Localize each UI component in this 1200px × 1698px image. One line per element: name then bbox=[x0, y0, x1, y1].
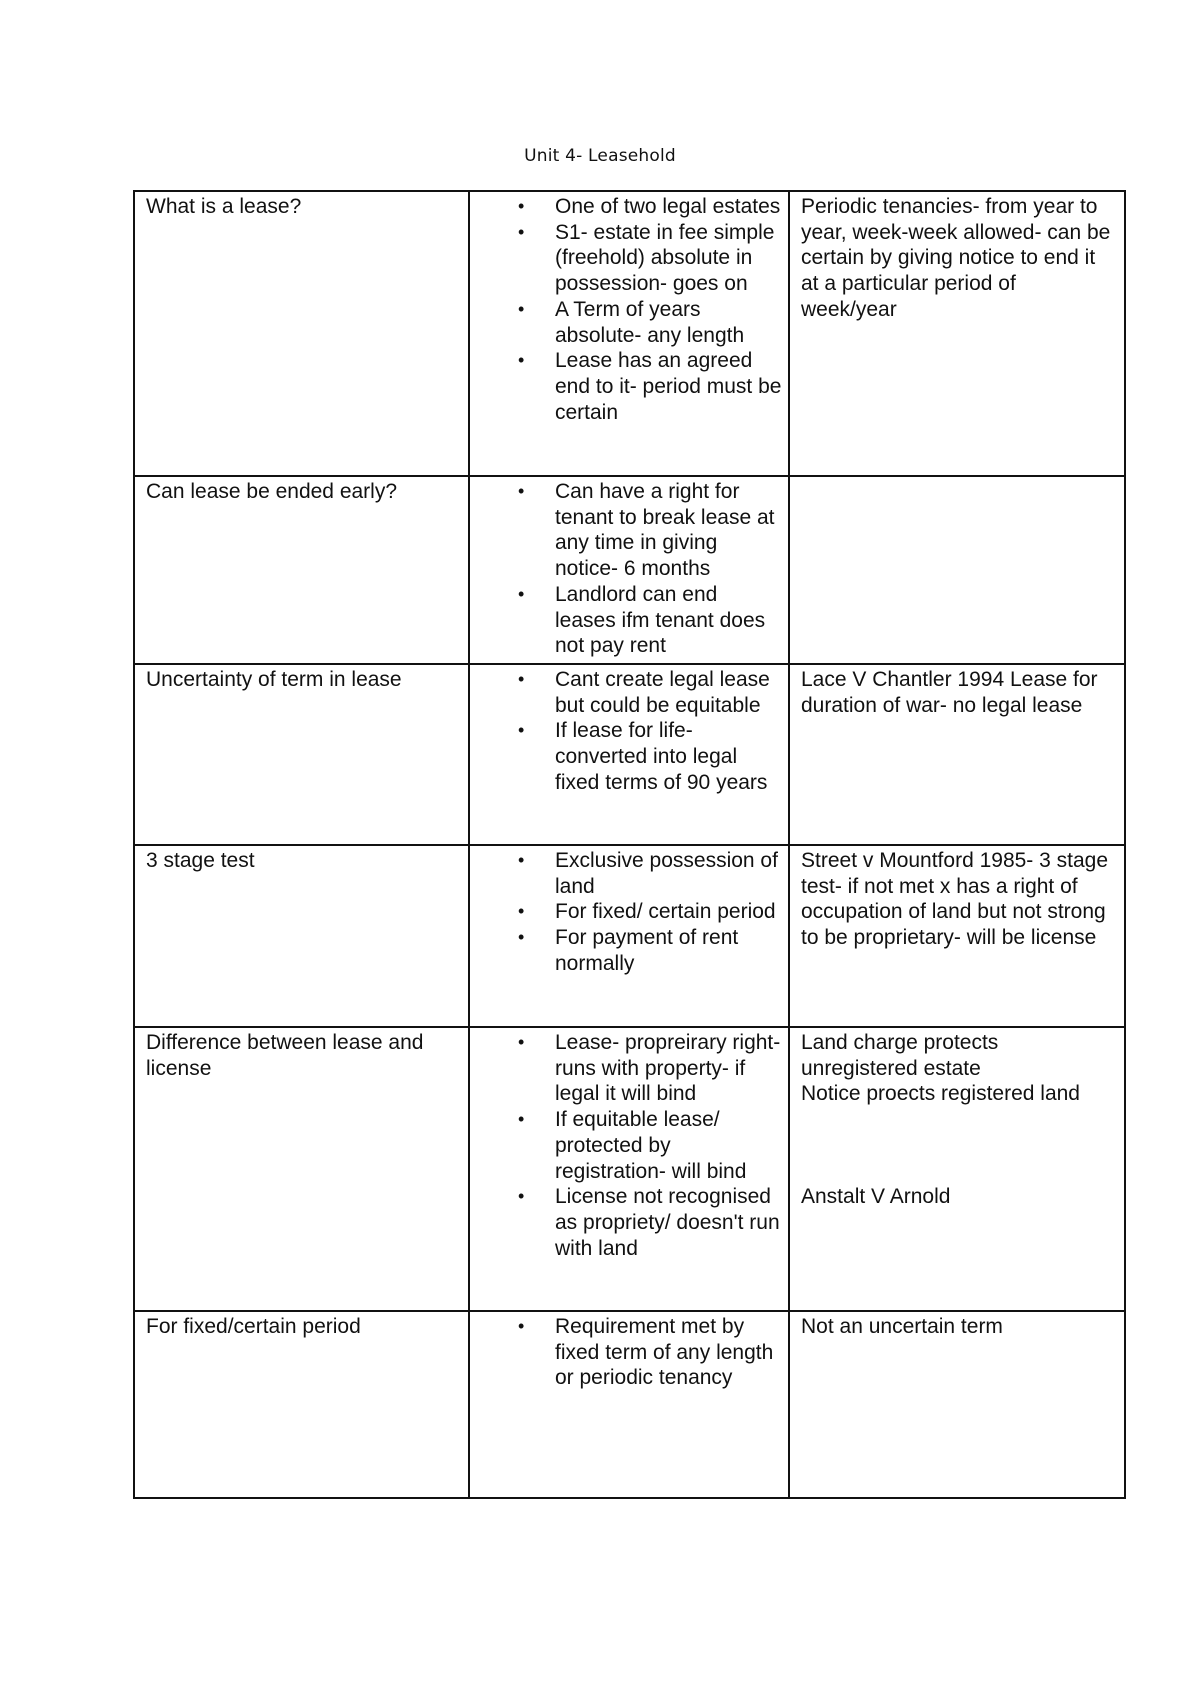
notes-cell bbox=[789, 664, 1125, 845]
list-item: • Landlord can end leases ifm tenant does not pay rent bbox=[518, 582, 766, 658]
bullet-list bbox=[470, 1314, 782, 1391]
list-item: • If equitable lease/ protected by registration- will bind bbox=[518, 1108, 747, 1183]
list-item: • S1- estate in fee simple (freehold) absolute in possession- goes on bbox=[518, 220, 775, 296]
case-reference: Anstalt V Arnold bbox=[801, 1185, 951, 1209]
bullet-icon: • bbox=[518, 1186, 525, 1207]
note-spacer bbox=[801, 1107, 1114, 1184]
list-item: • Can have a right for tenant to break lease at any time in giving notice- 6 months bbox=[518, 480, 775, 581]
list-item: • License not recognised as propriety/ doesn't run with land bbox=[518, 1185, 780, 1260]
list-item: • Exclusive possession of land bbox=[518, 849, 778, 898]
notes-cell bbox=[789, 1027, 1125, 1311]
table-row bbox=[134, 191, 1125, 476]
bullet-list bbox=[470, 667, 782, 796]
notes-cell bbox=[789, 1311, 1125, 1498]
note-text: Lace V Chantler 1994 Lease for duration of war- no legal lease bbox=[801, 668, 1098, 717]
topic-cell: Uncertainty of term in lease bbox=[134, 664, 469, 845]
bullet-icon: • bbox=[518, 927, 525, 948]
list-item: • Lease- propreirary right- runs with property- if legal it will bind bbox=[518, 1031, 781, 1106]
points-cell bbox=[469, 845, 789, 1027]
table-row bbox=[134, 664, 1125, 845]
list-item: • Cant create legal lease but could be equitable bbox=[518, 668, 770, 717]
bullet-list bbox=[470, 479, 782, 659]
bullet-icon: • bbox=[518, 1316, 525, 1336]
list-item: • If lease for life- converted into legal fixed terms of 90 years bbox=[518, 719, 768, 794]
bullet-icon: • bbox=[518, 850, 525, 870]
topic-cell: Can lease be ended early? bbox=[134, 476, 469, 664]
list-item: • For fixed/ certain period bbox=[518, 900, 776, 924]
list-item: • For payment of rent normally bbox=[518, 926, 739, 975]
bullet-icon: • bbox=[518, 298, 525, 319]
table-row bbox=[134, 1027, 1125, 1311]
note-text: Not an uncertain term bbox=[801, 1315, 1003, 1338]
topic-cell: 3 stage test bbox=[134, 845, 469, 1027]
topic-cell: For fixed/certain period bbox=[134, 1311, 469, 1498]
notes-cell bbox=[789, 845, 1125, 1027]
points-cell bbox=[469, 191, 789, 476]
notes-cell bbox=[789, 476, 1125, 664]
bullet-list bbox=[470, 1030, 782, 1261]
bullet-icon: • bbox=[518, 350, 525, 371]
bullet-icon: • bbox=[518, 481, 525, 501]
points-cell bbox=[469, 1311, 789, 1498]
list-item: • Lease has an agreed end to it- period must be certain bbox=[518, 349, 782, 424]
bullet-icon: • bbox=[518, 196, 525, 216]
note-text: Street v Mountford 1985- 3 stage test- if not met x has a right of occupation of land but not strong to be proprietary- will be license bbox=[801, 849, 1109, 950]
bullet-icon: • bbox=[518, 1032, 525, 1052]
table-row bbox=[134, 845, 1125, 1027]
note-text: Land charge protects unregistered estate bbox=[801, 1031, 999, 1080]
bullet-icon: • bbox=[518, 669, 525, 689]
bullet-icon: • bbox=[518, 1109, 525, 1130]
points-cell bbox=[469, 664, 789, 845]
note-text: Notice proects registered land bbox=[801, 1082, 1080, 1106]
list-item: • Requirement met by fixed term of any length or periodic tenancy bbox=[518, 1315, 774, 1390]
lease-notes-table bbox=[133, 190, 1126, 1499]
points-cell bbox=[469, 1027, 789, 1311]
bullet-icon: • bbox=[518, 720, 525, 741]
table-row bbox=[134, 1311, 1125, 1498]
bullet-list bbox=[470, 194, 782, 425]
bullet-icon: • bbox=[518, 901, 525, 922]
topic-cell: Difference between lease and license bbox=[134, 1027, 469, 1311]
notes-cell bbox=[789, 191, 1125, 476]
bullet-icon: • bbox=[518, 583, 525, 604]
table-row bbox=[134, 476, 1125, 664]
topic-cell: What is a lease? bbox=[134, 191, 469, 476]
points-cell bbox=[469, 476, 789, 664]
bullet-list bbox=[470, 848, 782, 977]
list-item: • One of two legal estates bbox=[518, 195, 781, 218]
note-text: Periodic tenancies- from year to year, week-week allowed- can be certain by giving notice to end it at a particular period of week/year bbox=[801, 195, 1111, 321]
list-item: • A Term of years absolute- any length bbox=[518, 297, 745, 347]
bullet-icon: • bbox=[518, 221, 525, 242]
page-title: Unit 4- Leasehold bbox=[524, 146, 676, 166]
